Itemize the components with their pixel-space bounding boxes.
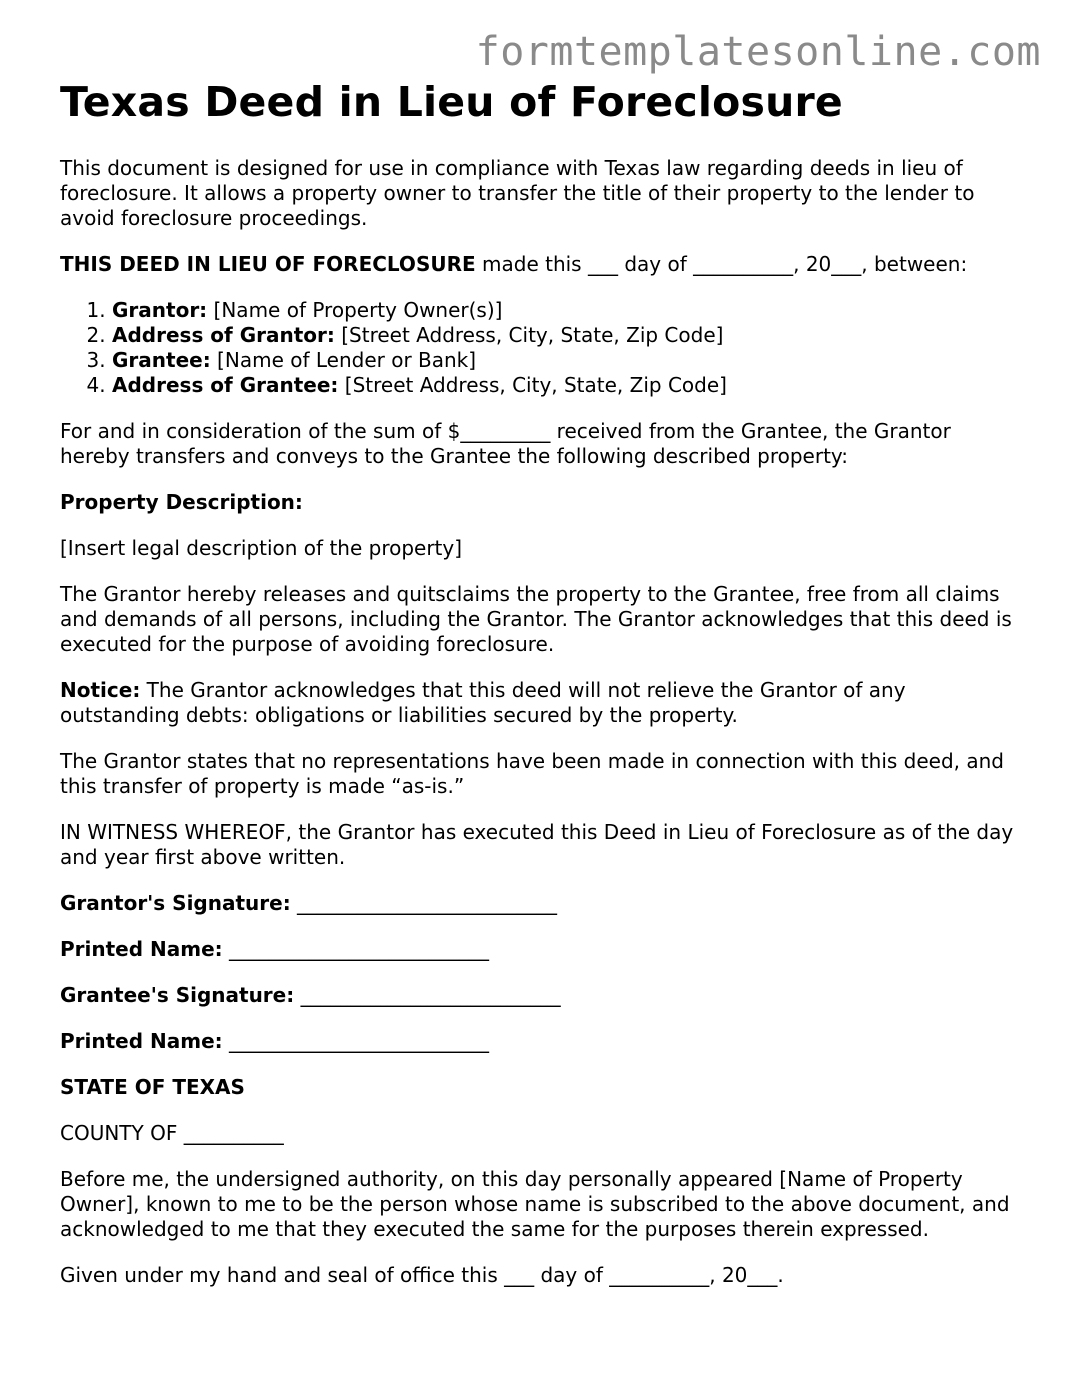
signature-label: Grantor's Signature:: [60, 891, 291, 915]
deed-label: THIS DEED IN LIEU OF FORECLOSURE: [60, 252, 476, 276]
property-placeholder: [Insert legal description of the property]: [60, 536, 463, 560]
party-label: Address of Grantee:: [112, 373, 339, 397]
signature-label: Printed Name:: [60, 1029, 223, 1053]
state-heading: [60, 1075, 1020, 1100]
county-line: COUNTY OF __________: [60, 1121, 284, 1145]
party-value: [Name of Lender or Bank]: [210, 348, 477, 372]
document-page: [60, 76, 1020, 1309]
party-label: Grantee:: [112, 348, 211, 372]
witness-paragraph: IN WITNESS WHEREOF, the Grantor has executed this Deed in Lieu of Foreclosure as of the day and year first above written.: [60, 820, 1014, 869]
given-under-seal-line: Given under my hand and seal of office this ___ day of __________, 20___.: [60, 1263, 784, 1287]
party-value: [Street Address, City, State, Zip Code]: [334, 323, 724, 347]
party-grantee-address: [112, 373, 1020, 398]
notice-text: The Grantor acknowledges that this deed will not relieve the Grantor of any outstanding debts: obligations or liabilities secured by the property.: [60, 678, 906, 727]
property-heading: [60, 490, 1020, 515]
release-paragraph: The Grantor hereby releases and quitsclaims the property to the Grantee, free from all claims and demands of all persons, including the Grantor. The Grantor acknowledges that this deed is executed for the purpose of avoiding foreclosure.: [60, 582, 1012, 656]
party-label: Address of Grantor:: [112, 323, 335, 347]
party-grantor: [112, 298, 1020, 323]
grantee-signature-line: [60, 983, 1020, 1008]
document-title: Texas Deed in Lieu of Foreclosure: [60, 78, 843, 126]
signature-label: Grantee's Signature:: [60, 983, 295, 1007]
acknowledgment-paragraph: Before me, the undersigned authority, on this day personally appeared [Name of Property Owner], known to me to be the person whose name is subscribed to the above document, and acknowledged to me that they executed the same for the purposes therein expressed.: [60, 1167, 1010, 1241]
signature-blank: __________________________: [222, 1029, 490, 1053]
notice-paragraph: [60, 678, 1020, 728]
signature-label: Printed Name:: [60, 937, 223, 961]
party-label: Grantor:: [112, 298, 208, 322]
party-grantor-address: [112, 323, 1020, 348]
notice-label: Notice:: [60, 678, 141, 702]
deed-date-text: made this ___ day of __________, 20___, between:: [475, 252, 968, 276]
state-heading-text: STATE OF TEXAS: [60, 1075, 245, 1099]
grantor-printed-name-line: [60, 937, 1020, 962]
parties-list: [60, 298, 1020, 398]
as-is-paragraph: The Grantor states that no representations have been made in connection with this deed, and this transfer of property is made “as-is.”: [60, 749, 1004, 798]
grantor-signature-line: [60, 891, 1020, 916]
party-value: [Name of Property Owner(s)]: [207, 298, 503, 322]
signature-blank: __________________________: [294, 983, 561, 1007]
signature-blank: __________________________: [290, 891, 558, 915]
party-grantee: [112, 348, 1020, 373]
deed-date-line: [60, 252, 1020, 277]
watermark: formtemplatesonline.com: [475, 29, 1041, 75]
consideration-paragraph: For and in consideration of the sum of $_________ received from the Grantee, the Grantor hereby transfers and conveys to the Grantee the following described property:: [60, 419, 951, 468]
property-heading-text: Property Description:: [60, 490, 303, 514]
grantee-printed-name-line: [60, 1029, 1020, 1054]
signature-blank: __________________________: [222, 937, 490, 961]
intro-paragraph: This document is designed for use in compliance with Texas law regarding deeds in lieu of foreclosure. It allows a property owner to transfer the title of their property to the lender to avoid foreclosure proceedings.: [60, 156, 975, 230]
party-value: [Street Address, City, State, Zip Code]: [338, 373, 727, 397]
